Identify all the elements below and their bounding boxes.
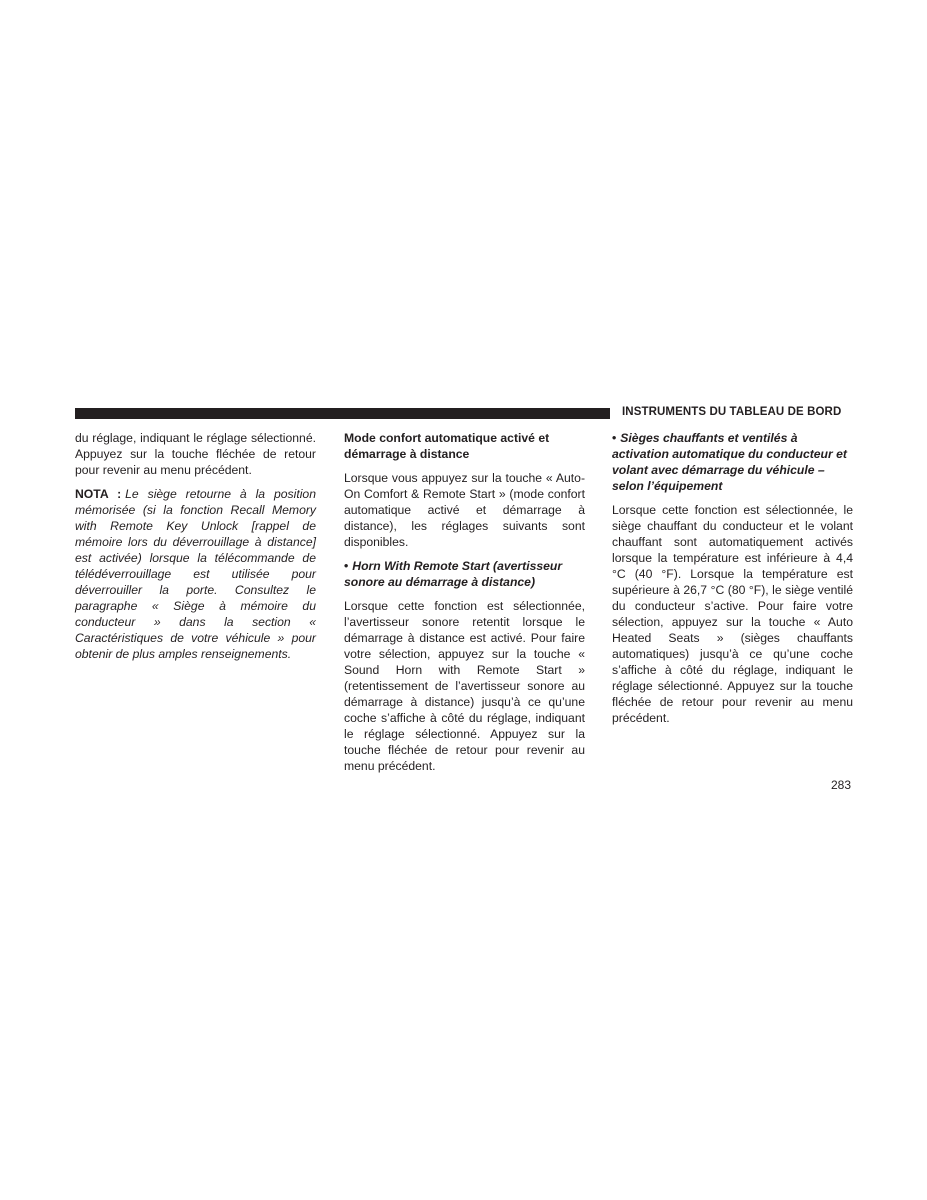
continued-paragraph: du réglage, indiquant le réglage sélectionné. Appuyez sur la touche fléchée de retour pour revenir au menu précédent. [75,431,316,477]
bullet-icon: • [612,431,617,445]
header-rule [75,408,610,419]
section-title: INSTRUMENTS DU TABLEAU DE BORD [622,406,842,418]
note-block [75,486,316,662]
bullet-heading-seats [612,430,853,494]
horn-paragraph: Lorsque cette fonction est sélectionnée, l’avertisseur sonore retentit lorsque le démarrage à distance est activé. Pour faire votre sélection, appuyez sur la touche « Sound Horn with Remote Start » (retentissement de l’avertisseur sonore au démarrage à distance) jusqu’à ce qu’une coche s’affiche à côté du réglage, indiquant le réglage sélectionné. Appuyez sur la touche fléchée de retour pour revenir au menu précédent. [344,599,585,773]
seats-paragraph: Lorsque cette fonction est sélectionnée, le siège chauffant du conducteur et le volant chauffant sont automatiquement activés lorsque la température est inférieure à 4,4 °C (40 °F). Lorsque la température est supérieure à 26,7 °C (80 °F), le siège ventilé du conducteur s’active. Pour faire votre sélection, appuyez sur la touche « Auto Heated Seats » (sièges chauffants automatiques) jusqu’à ce qu’une coche s’affiche à côté du réglage, indiquant le réglage sélectionné. Appuyez sur la touche fléchée de retour pour revenir au menu précédent. [612,503,853,725]
section-heading: Mode confort automatique activé et démarrage à distance [344,431,550,461]
bullet-heading-text: Horn With Remote Start (avertisseur sonore au démarrage à distance) [344,559,563,589]
intro-paragraph: Lorsque vous appuyez sur la touche « Auto-On Comfort & Remote Start » (mode confort automatique activé et démarrage à distance), les réglages suivants sont disponibles. [344,471,585,549]
column-middle [344,430,585,782]
bullet-icon: • [344,559,349,573]
note-text: Le siège retourne à la position mémorisée (si la fonction Recall Memory with Remote Key Unlock [rappel de mémoire lors du déverrouillage à distance] est activée) lorsque la télécommande de télédéverrouillage est utilisée pour déverrouiller la porte. Consultez le paragraphe « Siège à mémoire du conducteur » dans la section « Caractéristiques de votre véhicule » pour obtenir de plus amples renseignements. [75,487,316,661]
bullet-heading-horn [344,558,585,590]
bullet-heading-text: Sièges chauffants et ventilés à activation automatique du conducteur et volant avec démarrage du véhicule – selon l’équipement [612,431,847,493]
page-number: 283 [831,778,852,792]
column-right [612,430,853,734]
column-left [75,430,316,670]
note-label: NOTA : [75,487,122,501]
